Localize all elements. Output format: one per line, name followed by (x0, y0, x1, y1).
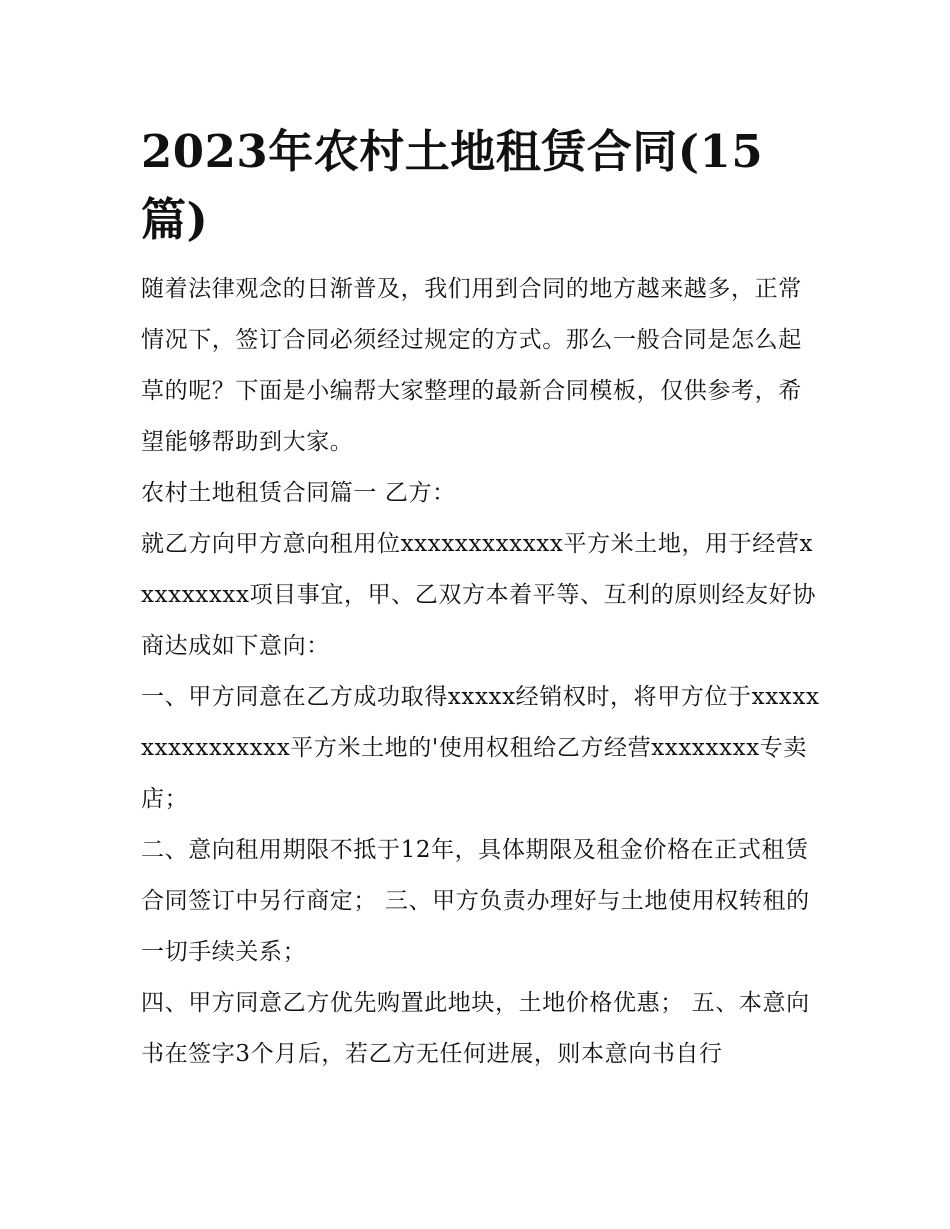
clause-two-three-paragraph: 二、意向租用期限不抵于12年，具体期限及租金价格在正式租赁合同签订中另行商定； 三、甲方负责办理好与土地使用权转租的一切手续关系； (141, 837, 810, 965)
document-title: 2023年农村土地租赁合同(15篇) (141, 125, 764, 246)
body-paragraph: 就乙方向甲方意向租用位xxxxxxxxxxxx平方米土地，用于经营xxxxxxxxx项目事宜，甲、乙双方本着平等、互利的原则经友好协商达成如下意向： (141, 531, 816, 659)
clause-one-paragraph: 一、甲方同意在乙方成功取得xxxxx经销权时，将甲方位于xxxxxxxxxxxxxxxx平方米土地的'使用权租给乙方经营xxxxxxxx专卖店； (141, 684, 820, 812)
intro-paragraph: 随着法律观念的日渐普及，我们用到合同的地方越来越多，正常情况下，签订合同必须经过规定的方式。那么一般合同是怎么起草的呢？下面是小编帮大家整理的最新合同模板，仅供参考，希望能够帮助到大家。 (141, 276, 802, 455)
section-heading-paragraph: 农村土地租赁合同篇一 乙方： (141, 480, 456, 506)
document-body (141, 118, 821, 1080)
clause-four-five-paragraph: 四、甲方同意乙方优先购置此地块，土地价格优惠； 五、本意向书在签字3个月后，若乙方无任何进展，则本意向书自行 (141, 990, 810, 1067)
